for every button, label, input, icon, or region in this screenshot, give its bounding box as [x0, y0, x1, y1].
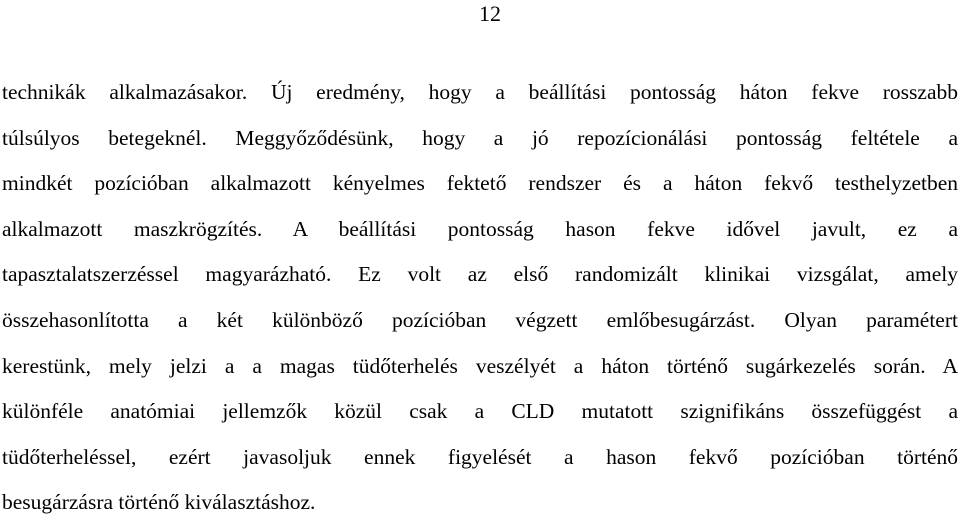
text-line: túlsúlyos betegeknél. Meggyőződésünk, hogy a jó repozícionálási pontosság feltétele a	[2, 125, 958, 150]
text-line: kerestünk, mely jelzi a a magas tüdőterhelés veszélyét a háton történő sugárkezelés során. A	[2, 353, 958, 378]
text-line: alkalmazott maszkrögzítés. A beállítási pontosság hason fekve idővel javult, ez a	[2, 216, 958, 241]
text-line: mindkét pozícióban alkalmazott kényelmes fektető rendszer és a háton fekvő testhelyzetben	[2, 171, 958, 196]
body-paragraph	[2, 70, 958, 526]
text-line: összehasonlította a két különböző pozícióban végzett emlőbesugárzást. Olyan paramétert	[2, 307, 958, 332]
text-line: tüdőterheléssel, ezért javasoljuk ennek figyelését a hason fekvő pozícióban történő	[2, 444, 958, 469]
text-line: tapasztalatszerzéssel magyarázható. Ez volt az első randomizált klinikai vizsgálat, amely	[2, 262, 958, 287]
text-line: technikák alkalmazásakor. Új eredmény, hogy a beállítási pontosság háton fekve rosszabb	[2, 80, 958, 104]
page-number: 12	[479, 1, 501, 26]
text-line: különféle anatómiai jellemzők közül csak a CLD mutatott szignifikáns összefüggést a	[2, 399, 958, 424]
text-line: besugárzásra történő kiválasztáshoz.	[2, 490, 316, 515]
